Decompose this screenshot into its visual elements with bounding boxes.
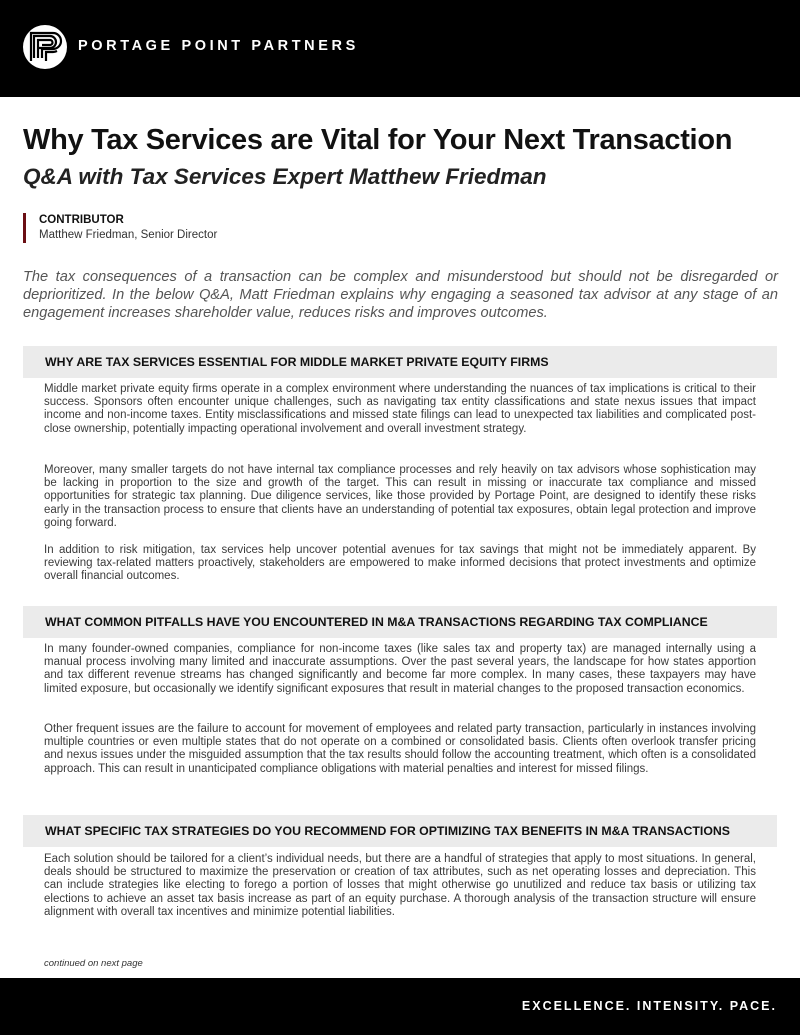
section-1-paragraph-3: In addition to risk mitigation, tax services help uncover potential avenues for tax savings that might not be immediately apparent. By reviewing tax-related matters proactively, stakeholders are empowered to make informed decisions that protect investments and optimize overall financial outcomes. (44, 544, 756, 583)
header-bar (0, 0, 800, 97)
section-heading-1 (23, 346, 777, 378)
contributor-role: , Senior Director (134, 229, 218, 241)
section-1-paragraph-1: Middle market private equity firms operate in a complex environment where understanding the nuances of tax implications is critical to their success. Sponsors often encounter unique challenges, such as navigating tax entity classifications and state nexus issues that impact income and non-income taxes. Entity misclassifications and missed state filings can lead to unexpected tax liabilities and complicated post-close ownership, potentially impacting operational involvement and overall investment strategy. (44, 383, 756, 435)
section-heading-text: WHAT COMMON PITFALLS HAVE YOU ENCOUNTERED IN M&A TRANSACTIONS REGARDING TAX COMPLIANCE (45, 615, 708, 629)
section-1-paragraph-2: Moreover, many smaller targets do not have internal tax compliance processes and rely heavily on tax advisors whose sophistication may be lacking in proportion to the size and growth of the target. This can result in missing or inaccurate tax compliance and missed opportunities for strategic tax planning. Due diligence services, like those provided by Portage Point, are designed to identify these risks early in the transaction process to ensure that clients have an understanding of potential tax exposures, obtain legal protection and improve going forward. (44, 464, 756, 529)
section-heading-text: WHAT SPECIFIC TAX STRATEGIES DO YOU RECOMMEND FOR OPTIMIZING TAX BENEFITS IN M&A TRANSACTIONS (45, 824, 730, 838)
portage-point-logo-icon (23, 25, 67, 69)
brand-name: PORTAGE POINT PARTNERS (78, 38, 359, 54)
section-2-paragraph-1: In many founder-owned companies, compliance for non-income taxes (like sales tax and property tax) are managed internally using a manual process involving many limited and inaccurate assumptions. Over the past several years, the landscape for how states apportion and tax different revenue streams has changed significantly and become far more complex. In many cases, these taxpayers may have limited exposure, but occasionally we identify significant exposures that result in material changes to the proposed transaction economics. (44, 643, 756, 695)
contributor-name: Matthew Friedman (39, 229, 135, 241)
page-title: Why Tax Services are Vital for Your Next Transaction (23, 124, 733, 156)
contributor-block (23, 213, 217, 243)
contributor-label: CONTRIBUTOR (39, 214, 124, 226)
contributor-line (39, 228, 217, 243)
page-subtitle: Q&A with Tax Services Expert Matthew Friedman (23, 164, 547, 189)
section-heading-text: WHY ARE TAX SERVICES ESSENTIAL FOR MIDDLE MARKET PRIVATE EQUITY FIRMS (45, 355, 549, 369)
section-2-paragraph-2: Other frequent issues are the failure to account for movement of employees and related party transaction, particularly in instances involving multiple countries or even multiple states that do not operate on a combined or consolidated basis. Clients often overlook transfer pricing and nexus issues under the misguided assumption that the tax results should follow the accounting treatment, which often is a consolidated approach. This can result in unanticipated compliance obligations with material penalties and interest for missed filings. (44, 723, 756, 775)
section-heading-2 (23, 606, 777, 638)
footer-bar (0, 978, 800, 1035)
continued-note: continued on next page (44, 958, 143, 969)
section-heading-3 (23, 815, 777, 847)
section-3-paragraph-1: Each solution should be tailored for a client’s individual needs, but there are a handful of strategies that apply to most situations. In general, deals should be structured to maximize the preservation or creation of tax attributes, such as net operating losses and depreciation. This can include strategies like electing to forego a portion of losses that might otherwise go unutilized and reduce tax basis or utilizing tax elections to achieve an asset tax basis increase as part of an equity purchase. A thorough analysis of the transaction structure will ensure alignment with overall tax incentives and minimize potential liabilities. (44, 853, 756, 918)
footer-tagline: EXCELLENCE. INTENSITY. PACE. (521, 999, 777, 1013)
intro-paragraph: The tax consequences of a transaction can be complex and misunderstood but should not be disregarded or deprioritized. In the below Q&A, Matt Friedman explains why engaging a seasoned tax advisor at any stage of an engagement increases shareholder value, reduces risks and improves outcomes. (23, 269, 778, 321)
